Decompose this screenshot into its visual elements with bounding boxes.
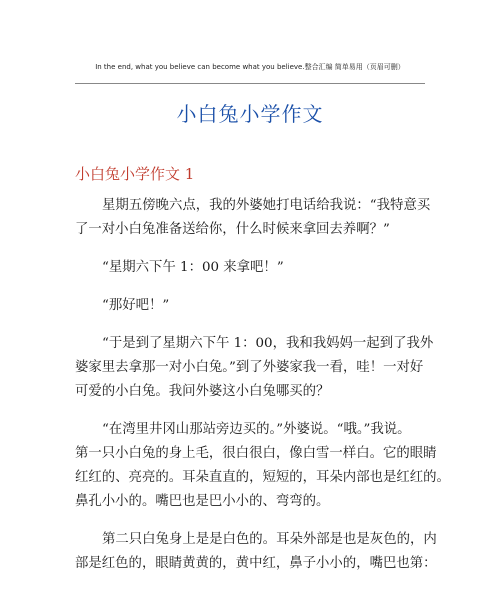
paragraph-line: “星期六下午 1：00 来拿吧！”	[102, 260, 284, 275]
page-header: In the end, what you believe can become what you believe.整合汇编 简单易用（页眉可删）	[95, 63, 405, 71]
paragraph-line: 红红的、亮亮的。耳朵直直的，短短的，耳朵内部也是红红的。	[75, 470, 450, 485]
paragraph-line: 星期五傍晚六点，我的外婆她打电话给我说：“我特意买	[102, 198, 431, 213]
paragraph-3	[75, 294, 421, 318]
paragraph-line: 鼻孔小小的。嘴巴也是巴小小的、弯弯的。	[75, 494, 330, 509]
paragraph-line: 部是红色的，眼睛黄黄的，黄中红，鼻子小小的，嘴巴也第：	[75, 556, 437, 571]
paragraph-6	[75, 528, 437, 576]
paragraph-1	[75, 194, 431, 242]
paragraph-line: 第二只白兔身上是是白色的。耳朵外部是也是灰色的，内	[102, 532, 437, 547]
paragraph-line: 了一对小白兔准备送给你，什么时候来拿回去养啊？”	[75, 222, 390, 237]
document-title: 小白兔小学作文	[176, 102, 324, 126]
paragraph-4	[75, 332, 434, 404]
header-divider	[75, 83, 425, 84]
paragraph-line: 可爱的小白兔。我问外婆这小白兔哪买的？	[75, 384, 330, 399]
paragraph-line: 婆家里去拿那一对小白兔。”到了外婆家我一看，哇！一对好	[75, 360, 424, 375]
paragraph-line: 第一只小白兔的身上毛，很白很白，像白雪一样白。它的眼睛	[75, 446, 437, 461]
paragraph-line: “于是到了星期六下午 1：00，我和我妈妈一起到了我外	[102, 336, 434, 351]
paragraph-2	[75, 256, 421, 280]
section-heading: 小白兔小学作文 1	[75, 165, 195, 183]
paragraph-line: “那好吧！”	[102, 298, 170, 313]
document-body	[75, 194, 450, 590]
paragraph-5	[75, 418, 450, 514]
paragraph-line: “在湾里井冈山那站旁边买的。”外婆说。“哦。”我说。	[102, 422, 411, 437]
